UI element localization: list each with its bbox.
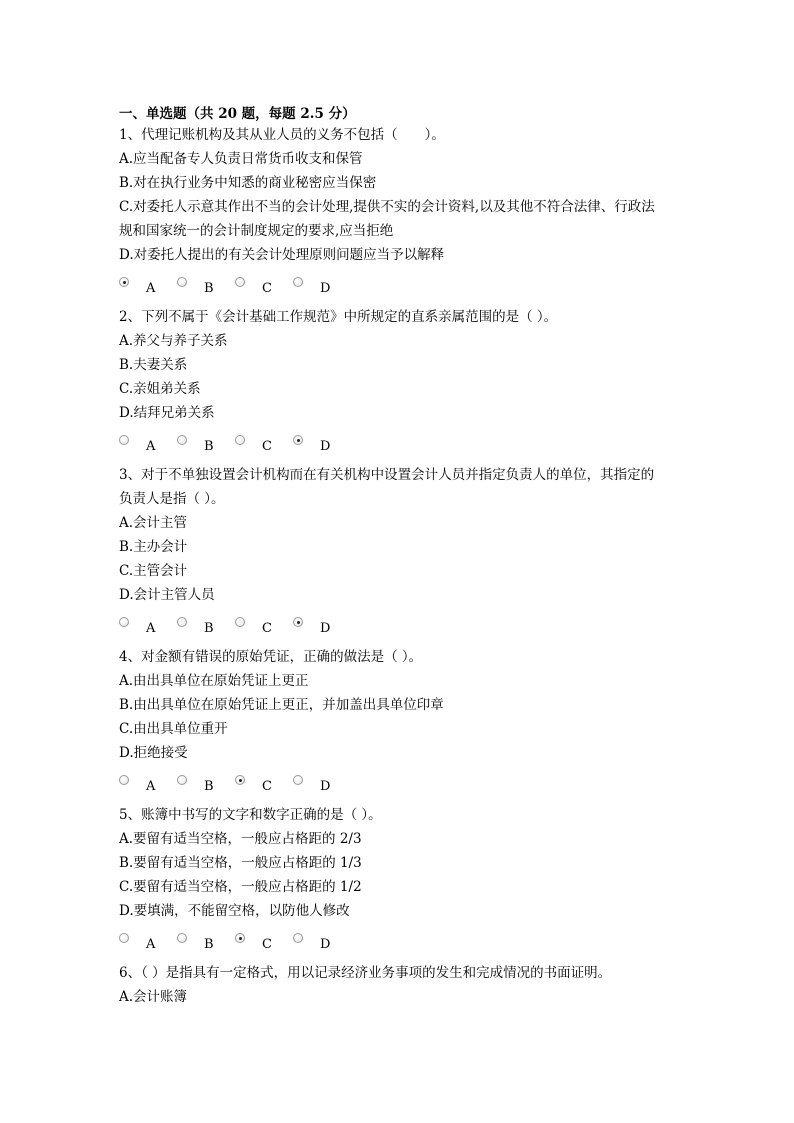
option-text: A.要留有适当空格，一般应占格距的 2/3 — [119, 831, 362, 847]
radio-button[interactable] — [293, 277, 303, 287]
radio-button[interactable] — [119, 775, 129, 785]
radio-label: B — [204, 281, 214, 296]
radio-label: A — [146, 779, 156, 794]
radio-button[interactable] — [177, 277, 187, 287]
radio-button[interactable] — [177, 775, 187, 785]
radio-label: C — [262, 439, 272, 454]
radio-label: A — [146, 937, 156, 952]
radio-button[interactable] — [119, 435, 129, 445]
answer-radio-group — [119, 775, 379, 795]
radio-button[interactable] — [177, 617, 187, 627]
option-text: A.由出具单位在原始凭证上更正 — [119, 673, 309, 689]
radio-button[interactable] — [293, 933, 303, 943]
question-stem: 负责人是指（ ）。 — [119, 491, 225, 507]
radio-label: B — [204, 779, 214, 794]
option-text: D.会计主管人员 — [119, 587, 215, 603]
question-stem: 5、账簿中书写的文字和数字正确的是（ ）。 — [119, 807, 382, 823]
option-text: B.夫妻关系 — [119, 357, 188, 373]
radio-label: C — [262, 937, 272, 952]
radio-button[interactable] — [119, 617, 129, 627]
radio-button[interactable] — [235, 435, 245, 445]
option-text: C.主管会计 — [119, 563, 188, 579]
option-text: B.对在执行业务中知悉的商业秘密应当保密 — [119, 175, 377, 191]
answer-radio-group — [119, 933, 379, 953]
answer-radio-group — [119, 435, 379, 455]
question-stem: 2、下列不属于《会计基础工作规范》中所规定的直系亲属范围的是（ ）。 — [119, 309, 558, 325]
radio-button[interactable] — [293, 435, 303, 445]
section-title: 一、单选题（共 20 题，每题 2.5 分） — [119, 106, 356, 122]
option-text: A.应当配备专人负责日常货币收支和保管 — [119, 151, 363, 167]
radio-label: C — [262, 621, 272, 636]
option-text: C.亲姐弟关系 — [119, 381, 201, 397]
question-stem: 4、对金额有错误的原始凭证，正确的做法是（ ）。 — [119, 649, 423, 665]
radio-label: D — [320, 281, 331, 296]
option-text: C.由出具单位重开 — [119, 721, 228, 737]
question-stem: 6、（ ）是指具有一定格式，用以记录经济业务事项的发生和完成情况的书面证明。 — [119, 965, 612, 981]
radio-button[interactable] — [235, 933, 245, 943]
option-text: A.养父与养子关系 — [119, 333, 228, 349]
radio-button[interactable] — [119, 933, 129, 943]
option-text: B.由出具单位在原始凭证上更正，并加盖出具单位印章 — [119, 697, 444, 713]
question-stem: 1、代理记账机构及其从业人员的义务不包括（ ）。 — [119, 127, 445, 143]
option-text: 规和国家统一的会计制度规定的要求,应当拒绝 — [119, 223, 394, 239]
option-text: C.要留有适当空格，一般应占格距的 1/2 — [119, 879, 362, 895]
radio-button[interactable] — [235, 617, 245, 627]
radio-button[interactable] — [177, 435, 187, 445]
option-text: B.要留有适当空格，一般应占格距的 1/3 — [119, 855, 362, 871]
option-text: C.对委托人示意其作出不当的会计处理,提供不实的会计资料,以及其他不符合法律、行政法 — [119, 199, 655, 215]
radio-label: D — [320, 621, 331, 636]
radio-label: C — [262, 281, 272, 296]
radio-label: B — [204, 621, 214, 636]
radio-button[interactable] — [177, 933, 187, 943]
answer-radio-group — [119, 617, 379, 637]
radio-label: B — [204, 937, 214, 952]
option-text: D.要填满，不能留空格，以防他人修改 — [119, 903, 350, 919]
radio-button[interactable] — [293, 775, 303, 785]
radio-label: D — [320, 439, 331, 454]
radio-label: A — [146, 439, 156, 454]
option-text: B.主办会计 — [119, 539, 188, 555]
radio-button[interactable] — [235, 775, 245, 785]
radio-label: D — [320, 937, 331, 952]
question-stem: 3、对于不单独设置会计机构而在有关机构中设置会计人员并指定负责人的单位，其指定的 — [119, 467, 655, 483]
option-text: A.会计账簿 — [119, 989, 188, 1005]
radio-label: A — [146, 281, 156, 296]
radio-button[interactable] — [119, 277, 129, 287]
radio-button[interactable] — [293, 617, 303, 627]
option-text: A.会计主管 — [119, 515, 188, 531]
option-text: D.对委托人提出的有关会计处理原则问题应当予以解释 — [119, 247, 445, 263]
option-text: D.结拜兄弟关系 — [119, 405, 215, 421]
radio-button[interactable] — [235, 277, 245, 287]
option-text: D.拒绝接受 — [119, 745, 188, 761]
answer-radio-group — [119, 277, 379, 297]
radio-label: A — [146, 621, 156, 636]
radio-label: C — [262, 779, 272, 794]
radio-label: D — [320, 779, 331, 794]
radio-label: B — [204, 439, 214, 454]
